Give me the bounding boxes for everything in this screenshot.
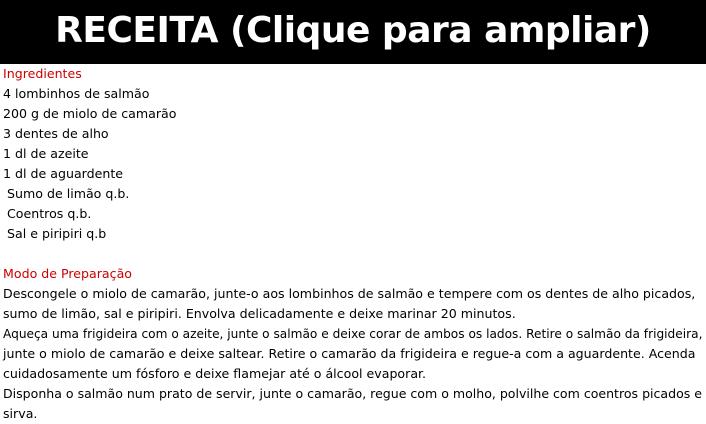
ingredient-item: 1 dl de azeite bbox=[3, 146, 89, 161]
preparation-title: Modo de Preparação bbox=[3, 266, 132, 281]
preparation-line: sumo de limão, sal e piripiri. Envolva delicadamente e deixe marinar 20 minutos. bbox=[3, 306, 516, 321]
recipe-content bbox=[3, 64, 703, 424]
spacer bbox=[3, 244, 703, 264]
ingredient-item: Coentros q.b. bbox=[3, 206, 92, 221]
ingredient-item: Sumo de limão q.b. bbox=[3, 186, 130, 201]
recipe-title[interactable]: RECEITA (Clique para ampliar) bbox=[55, 9, 651, 51]
preparation-line: cuidadosamente um fósforo e deixe flamejar até o álcool evaporar. bbox=[3, 366, 427, 381]
preparation-line: Disponha o salmão num prato de servir, junte o camarão, regue com o molho, polvilhe com coentros picados e bbox=[3, 386, 702, 401]
ingredient-item: Sal e piripiri q.b bbox=[3, 226, 107, 241]
ingredient-item: 200 g de miolo de camarão bbox=[3, 106, 177, 121]
preparation-line: Descongele o miolo de camarão, junte-o aos lombinhos de salmão e tempere com os dentes de alho picados, bbox=[3, 286, 696, 301]
ingredient-item: 1 dl de aguardente bbox=[3, 166, 124, 181]
preparation-line: Aqueça uma frigideira com o azeite, junte o salmão e deixe corar de ambos os lados. Retire o salmão da frigideira, bbox=[3, 327, 703, 341]
preparation-line: sirva. bbox=[3, 406, 38, 421]
ingredient-item: 4 lombinhos de salmão bbox=[3, 86, 150, 101]
ingredient-item: 3 dentes de alho bbox=[3, 126, 109, 141]
recipe-header-banner[interactable] bbox=[0, 0, 706, 64]
ingredients-title: Ingredientes bbox=[3, 66, 82, 81]
preparation-line: junte o miolo de camarão e deixe saltear. Retire o camarão da frigideira e regue-a com a aguardente. Acenda bbox=[3, 346, 696, 361]
